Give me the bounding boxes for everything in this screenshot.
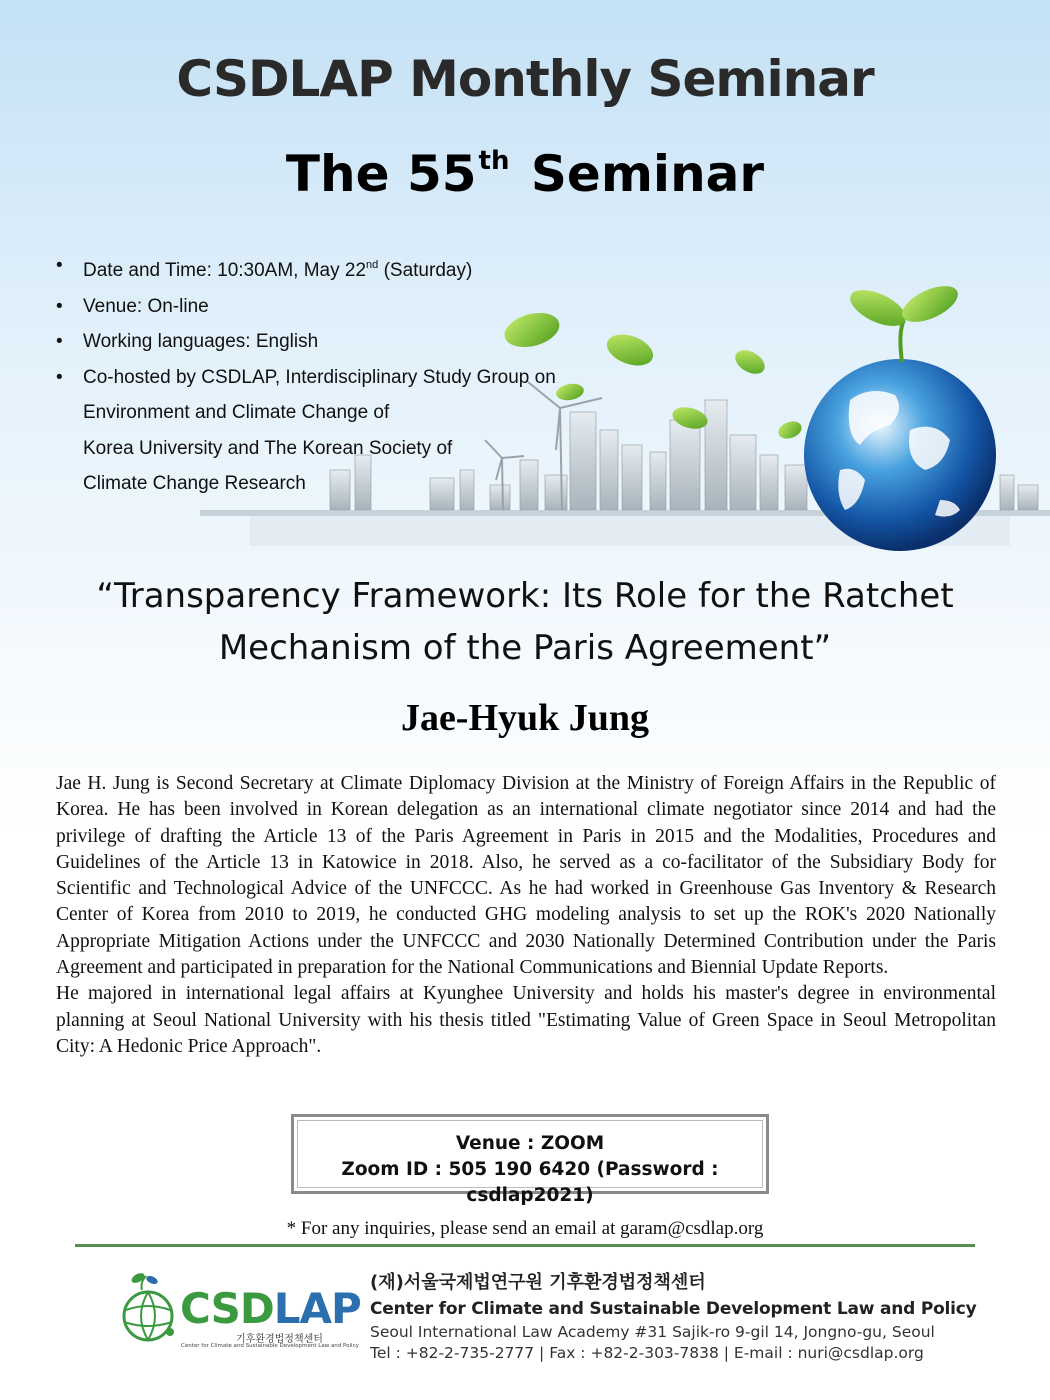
info-cohost-line: Climate Change Research [83, 473, 306, 494]
bullet-icon: • [56, 331, 63, 352]
logo-subtitle-korean: 기후환경법정책센터 [236, 1334, 323, 1345]
info-date-text: Date and Time: 10:30AM, May 22 [83, 260, 367, 281]
bio-paragraph: He majored in international legal affairs at Kyunghee University and holds his master's degree in environmental planning at Seoul National University with his thesis titled "Estimating Value of Green Space in Seoul Metropolitan City: A Hedonic Price Approach". [56, 983, 996, 1057]
csdlap-logo-text [180, 1284, 361, 1333]
footer-contact-block [370, 1270, 1010, 1364]
event-info-list [56, 248, 596, 502]
info-cohost-line: Environment and Climate Change of [83, 402, 390, 423]
info-cohost-line: Co-hosted by CSDLAP, Interdisciplinary Study Group on [83, 366, 556, 388]
info-cohost [56, 360, 596, 502]
zoom-venue-box [291, 1114, 769, 1206]
speaker-bio [56, 771, 996, 1060]
bullet-icon: • [56, 366, 63, 388]
info-date-ordinal: nd [366, 259, 379, 271]
seminar-title-number: The 55 [285, 145, 477, 203]
logo-subtitle-english: Center for Climate and Sustainable Development Law and Policy [181, 1343, 359, 1349]
seminar-title [0, 145, 1050, 203]
seminar-title-ordinal: th [478, 146, 510, 176]
info-date-day: (Saturday) [378, 260, 473, 281]
series-title: CSDLAP Monthly Seminar [176, 50, 874, 108]
info-date [56, 248, 596, 289]
info-venue-text: Venue: On-line [83, 295, 209, 317]
bullet-icon: • [56, 255, 63, 276]
footer-divider [75, 1244, 975, 1247]
info-venue [56, 289, 596, 325]
talk-title [40, 570, 1010, 674]
talk-title-line: “Transparency Framework: Its Role for the Ratchet [96, 576, 954, 616]
org-name-english: Center for Climate and Sustainable Development Law and Policy [370, 1299, 977, 1319]
logo-text-csd: CSD [180, 1284, 274, 1333]
bullet-icon: • [56, 295, 63, 317]
org-address: Seoul International Law Academy #31 Sajik-ro 9-gil 14, Jongno-gu, Seoul [370, 1323, 935, 1341]
info-languages-text: Working languages: English [83, 331, 319, 352]
bio-paragraph: Jae H. Jung is Second Secretary at Climate Diplomacy Division at the Ministry of Foreign Affairs in the Republic of Korea. He has been involved in Korean delegation as an international climate negotiator since 2014 and had the privilege of drafting the Article 13 of the Paris Agreement in Paris in 2015 and the Modalities, Procedures and Guidelines of the Article 13 in Katowice in 2018. Also, he served as a co-facilitator of the Subsidiary Body for Scientific and Technological Advice of the UNFCCC. As he had worked in Greenhouse Gas Inventory & Research Center of Korea from 2010 to 2019, he conducted GHG modeling analysis to set up the ROK's 2020 Nationally Appropriate Mitigation Actions under the UNFCCC and 2030 Nationally Determined Contribution under the Paris Agreement and participated in preparation for the National Communications and Biennial Update Reports. [56, 773, 996, 979]
zoom-id-line: Zoom ID : 505 190 6420 (Password : csdlap2021) [341, 1159, 719, 1206]
org-name-korean: (재)서울국제법연구원 기후환경법정책센터 [370, 1272, 706, 1293]
info-cohost-line: Korea University and The Korean Society of [83, 437, 453, 459]
logo-text-lap: LAP [273, 1284, 361, 1333]
talk-title-line: Mechanism of the Paris Agreement” [218, 628, 832, 668]
venue-line: Venue : ZOOM [455, 1133, 605, 1154]
org-contact: Tel : +82-2-735-2777 | Fax : +82-2-303-7838 | E-mail : nuri@csdlap.org [370, 1344, 924, 1362]
seminar-title-word: Seminar [530, 145, 765, 203]
inquiry-note: * For any inquiries, please send an email at garam@csdlap.org [286, 1218, 764, 1239]
info-languages [56, 324, 596, 360]
speaker-name: Jae-Hyuk Jung [400, 697, 650, 739]
